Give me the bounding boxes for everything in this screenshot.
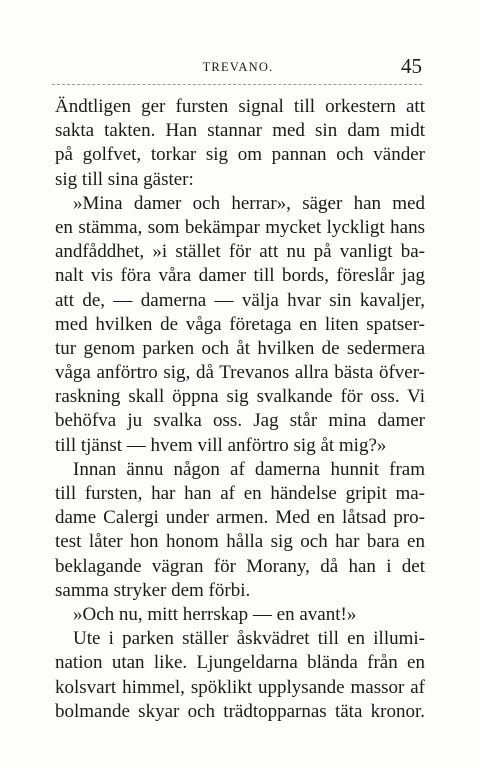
text-line: nalt vis föra våra damer till bords, föreslår jag — [55, 265, 425, 287]
page-number: 45 — [401, 54, 422, 78]
text-line: samma stryker dem förbi. — [55, 579, 251, 601]
body-text — [55, 95, 425, 724]
running-title: TREVANO. — [202, 60, 274, 74]
text-line: beklagande vägran för Morany, då han i det — [55, 555, 425, 577]
text-line: raskning skall öppna sig svalkande för oss. Vi — [55, 386, 425, 408]
text-line: behöfva ju svalka oss. Jag står mina damer — [55, 410, 425, 432]
running-head — [52, 56, 424, 80]
text-line: nation utan like. Ljungeldarna blända från en — [55, 652, 425, 674]
text-line: Ute i parken ställer åskvädret till en illumi- — [73, 628, 425, 650]
text-line: sakta takten. Han stannar med sin dam midt — [55, 120, 425, 142]
header-rule — [52, 84, 422, 85]
text-line: »Mina damer och herrar», säger han med — [73, 192, 425, 214]
text-line: kolsvart himmel, spöklikt upplysande massor af — [55, 676, 425, 698]
text-line: Innan ännu någon af damerna hunnit fram — [73, 458, 425, 480]
text-line: till fursten, har han af en händelse gripit ma- — [55, 483, 425, 504]
text-line: med hvilken de våga företaga en liten spatser- — [55, 313, 425, 335]
text-line: sig till sina gäster: — [55, 168, 194, 190]
text-line: på golfvet, torkar sig om pannan och vänder — [55, 144, 425, 166]
text-line: Ändtligen ger fursten signal till orkestern att — [55, 96, 425, 117]
text-line: våga anförtro sig, då Trevanos allra bästa öfver- — [55, 362, 425, 384]
text-line: en stämma, som bekämpar mycket lyckligt hans — [55, 216, 425, 238]
text-line: tur genom parken och åt hvilken de sedermera — [55, 337, 425, 359]
text-line: andfåddhet, »i stället för att nu på vanligt ba- — [55, 241, 425, 263]
text-line: till tjänst — hvem vill anförtro sig åt mig?» — [55, 434, 387, 456]
text-line: bolmande skyar och trädtopparnas täta kronor. — [55, 700, 425, 722]
text-line: test låter hon honom hålla sig och har bara en — [55, 531, 425, 553]
text-line: att de, — damerna — välja hvar sin kavaljer, — [55, 289, 425, 311]
text-line: dame Calergi under armen. Med en låtsad pro- — [55, 507, 425, 529]
text-line: »Och nu, mitt herrskap — en avant!» — [73, 603, 357, 625]
